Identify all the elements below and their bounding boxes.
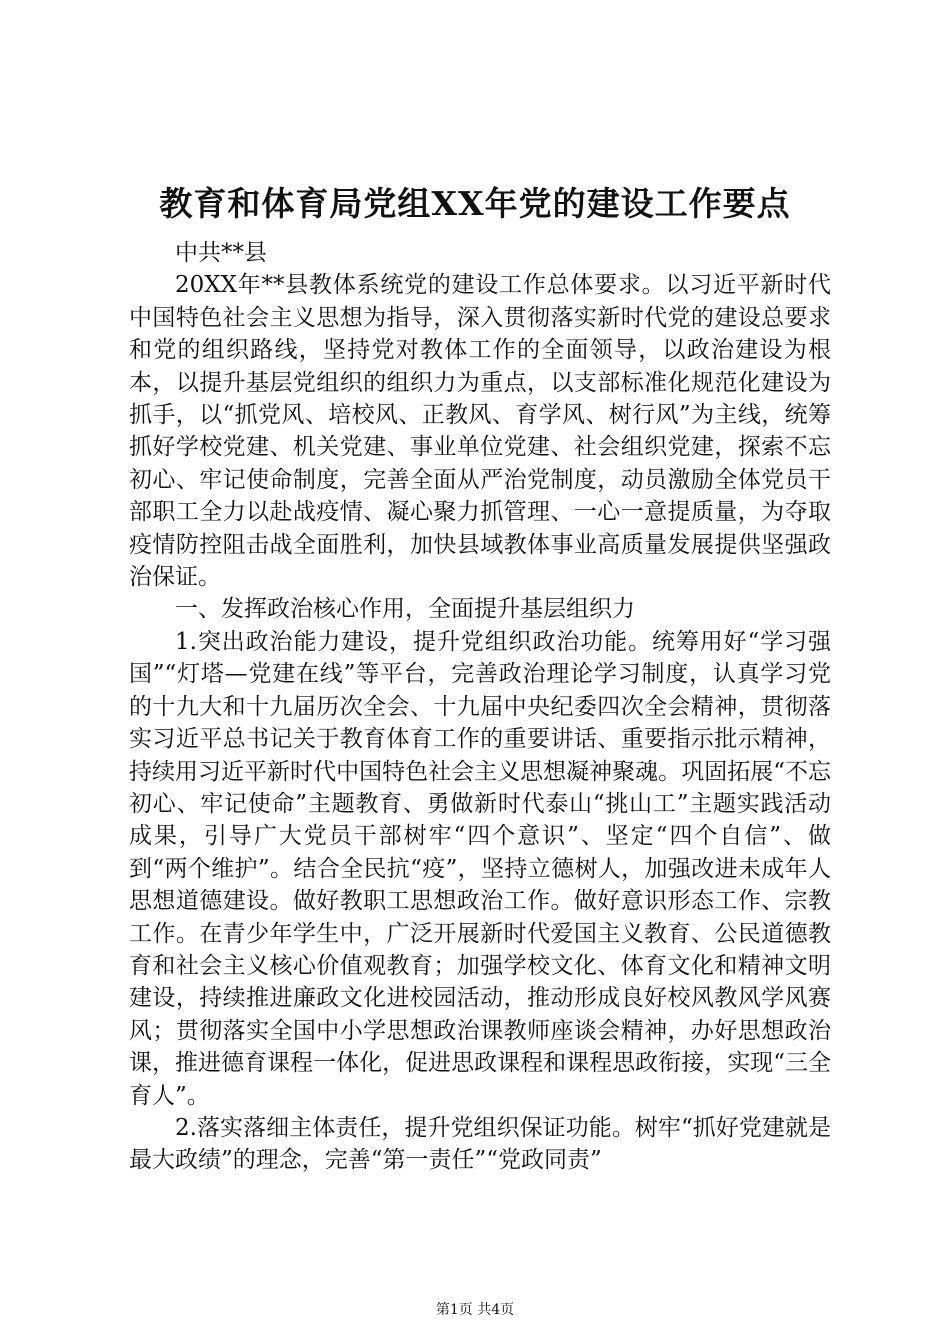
author-line: 中共**县 [175, 240, 267, 266]
document-title: 教育和体育局党组XX年党的建设工作要点 [159, 184, 791, 223]
paragraph-item-1: 1.突出政治能力建设，提升党组织政治功能。统筹用好“学习强国”“灯塔—党建在线”等平台，完善政治理论学习制度，认真学习党的十九大和十九届历次全会、十九届中央纪委四次全会精神，贯彻落实习近平总书记关于教育体育工作的重要讲话、重要指示批示精神，持续用习近平新时代中国特色社会主义思想凝神聚魂。巩固拓展“不忘初心、牢记使命”主题教育、勇做新时代泰山“挑山工”主题实践活动成果，引导广大党员干部树牢“四个意识”、坚定“四个自信”、做到“两个维护”。结合全民抗“疫”，坚持立德树人，加强改进未成年人思想道德建设。做好教职工思想政治工作。做好意识形态工作、宗教工作。在青少年学生中，广泛开展新时代爱国主义教育、公民道德教育和社会主义核心价值观教育；加强学校文化、体育文化和精神文明建设，持续推进廉政文化进校园活动，推动形成良好校风教风学风赛风；贯彻落实全国中小学思想政治课教师座谈会精神，办好思想政治课，推进德育课程一体化，促进思政课程和课程思政衔接，实现“三全育人”。 [129, 628, 831, 1109]
paragraph-item-2: 2.落实落细主体责任，提升党组织保证功能。树牢“抓好党建就是最大政绩”的理念，完善“第一责任”“党政同责” [129, 1114, 831, 1174]
section-heading-1: 一、发挥政治核心作用，全面提升基层组织力 [175, 596, 635, 623]
paragraph-overview: 20XX年**县教体系统党的建设工作总体要求。以习近平新时代中国特色社会主义思想为指导，深入贯彻落实新时代党的建设总要求和党的组织路线，坚持党对教体工作的全面领导，以政治建设为根本，以提升基层党组织的组织力为重点，以支部标准化规范化建设为抓手，以“抓党风、培校风、正教风、育学风、树行风”为主线，统筹抓好学校党建、机关党建、事业单位党建、社会组织党建，探索不忘初心、牢记使命制度，完善全面从严治党制度，动员激励全体党员干部职工全力以赴战疫情、凝心聚力抓管理、一心一意提质量，为夺取疫情防控阻击战全面胜利，加快县域教体事业高质量发展提供坚强政治保证。 [129, 272, 831, 591]
document-body [129, 237, 831, 1177]
page-number-footer: 第1页 共4页 [435, 1302, 515, 1318]
